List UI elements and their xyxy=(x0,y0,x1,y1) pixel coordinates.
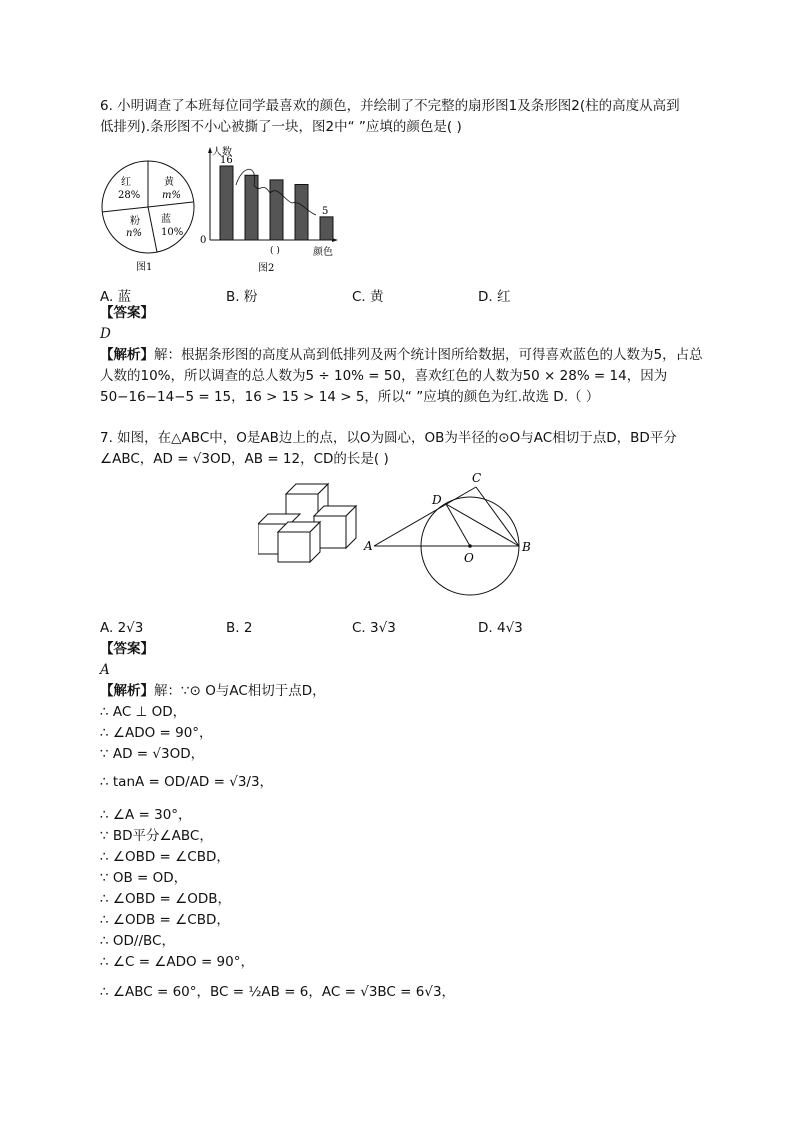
q7-step-10: ∴ ∠ODB = ∠CBD， xyxy=(100,912,230,928)
pie-value-red: 28% xyxy=(118,190,141,201)
q6-analysis-line2: 人数的10%，所以调查的总人数为5 ÷ 10% = 50，喜欢红色的人数为50 × 28% = 14，因为 xyxy=(100,368,668,384)
q7-step-4: ∴ tanA = OD/AD = √3/3， xyxy=(100,774,274,790)
q6-answer: D xyxy=(100,326,111,342)
bar-1 xyxy=(245,175,258,240)
q6-answer-tag: 【答案】 xyxy=(100,305,154,321)
q7-step-11: ∴ OD//BC， xyxy=(100,933,175,949)
bar-xlabel: 颜色 xyxy=(313,247,333,258)
q7-answer: A xyxy=(100,662,110,678)
q7-step-1: ∴ AC ⊥ OD， xyxy=(100,704,187,720)
q6-stem-line1: 6. 小明调查了本班每位同学最喜欢的颜色，并绘制了不完整的扇形图1及条形图2(柱的高度从高到 xyxy=(100,98,680,114)
cubes-figure xyxy=(258,482,362,564)
q6-analysis-line1 xyxy=(100,345,703,365)
q6-option-d[interactable]: D. 红 xyxy=(478,289,511,305)
bar-caption: 图2 xyxy=(258,263,275,274)
label-b: B xyxy=(522,540,531,554)
q6-pie-chart xyxy=(98,160,198,275)
q7-step-0: 解：∵⊙ O与AC相切于点D， xyxy=(154,683,326,699)
bar-0 xyxy=(220,166,233,240)
q6-option-a[interactable]: A. 蓝 xyxy=(100,289,132,305)
bar-label-0: 16 xyxy=(220,155,233,166)
bar-2 xyxy=(270,180,283,240)
q7-step-13: ∴ ∠ABC = 60°，BC = ½AB = 6，AC = √3BC = 6√3， xyxy=(100,984,456,1000)
label-o: O xyxy=(464,551,474,565)
pie-label-blue: 蓝 xyxy=(161,214,171,225)
q7-analysis-tag: 【解析】 xyxy=(100,683,154,699)
label-c: C xyxy=(472,471,482,485)
q7-option-c[interactable]: C. 3√3 xyxy=(352,620,396,636)
q6-option-c[interactable]: C. 黄 xyxy=(352,289,384,305)
q6-analysis-line3: 50−16−14−5 = 15，16 > 15 > 14 > 5，所以“ ”应填的颜色为红.故选 D.（ ） xyxy=(100,389,600,405)
q7-step-5: ∴ ∠A = 30°， xyxy=(100,807,192,823)
q6-bar-chart xyxy=(198,145,348,275)
geometry-figure xyxy=(362,470,542,600)
q7-stem-line2: ∠ABC，AD = √3OD，AB = 12，CD的长是( ) xyxy=(100,451,389,467)
q7-step-12: ∴ ∠C = ∠ADO = 90°， xyxy=(100,954,254,970)
bar-origin: 0 xyxy=(200,235,207,246)
q7-step-3: ∵ AD = √3OD， xyxy=(100,746,205,762)
q6-stem-line2: 低排列).条形图不小心被撕了一块，图2中“ ”应填的颜色是( ) xyxy=(100,119,462,135)
pie-label-red: 红 xyxy=(121,177,131,188)
q7-answer-tag: 【答案】 xyxy=(100,641,154,657)
label-a: A xyxy=(364,539,373,553)
pie-label-pink: 粉 xyxy=(130,216,140,227)
q6-option-b[interactable]: B. 粉 xyxy=(226,289,258,305)
q7-option-b[interactable]: B. 2 xyxy=(226,620,253,636)
bar-3 xyxy=(295,185,308,241)
q7-step-7: ∴ ∠OBD = ∠CBD， xyxy=(100,849,230,865)
q7-stem-line1: 7. 如图，在△ABC中，O是AB边上的点，以O为圆心，OB为半径的⊙O与AC相切于点D，BD平分 xyxy=(100,430,677,446)
q7-option-d[interactable]: D. 4√3 xyxy=(478,620,523,636)
q7-step-2: ∴ ∠ADO = 90°， xyxy=(100,725,213,741)
bar-ylabel: 人数 xyxy=(212,147,232,158)
bar-label-4: 5 xyxy=(322,205,329,217)
q7-step-9: ∴ ∠OBD = ∠ODB， xyxy=(100,891,232,907)
bar-4 xyxy=(320,217,333,240)
pie-value-pink: n% xyxy=(126,228,142,239)
pie-value-blue: 10% xyxy=(161,227,184,238)
bar-blank: ( ) xyxy=(270,246,280,256)
label-d: D xyxy=(432,493,442,507)
pie-value-yellow: m% xyxy=(162,190,181,201)
q7-option-a[interactable]: A. 2√3 xyxy=(100,620,144,636)
pie-label-yellow: 黄 xyxy=(164,177,174,188)
q7-step-8: ∵ OB = OD， xyxy=(100,870,188,886)
pie-caption: 图1 xyxy=(136,262,153,273)
q6-analysis-tag: 【解析】 xyxy=(100,347,154,363)
q7-analysis-line1 xyxy=(100,681,326,701)
q6-analysis-text1: 解：根据条形图的高度从高到低排列及两个统计图所给数据，可得喜欢蓝色的人数为5，占总 xyxy=(154,347,703,363)
q7-step-6: ∵ BD平分∠ABC， xyxy=(100,828,213,844)
